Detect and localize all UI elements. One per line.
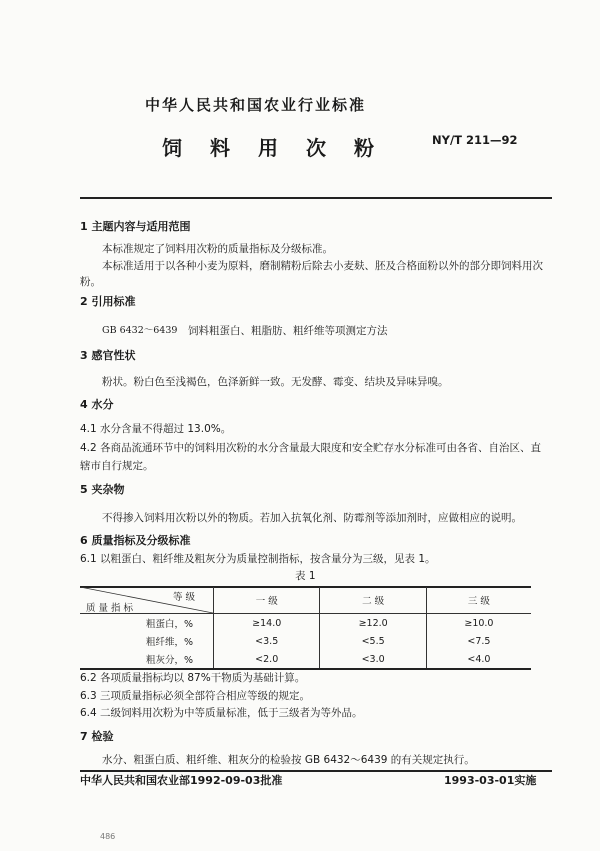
table-row [80,650,531,668]
effective-date: 1993-03-01实施 [444,774,537,787]
page-number: 486 [100,832,116,841]
row-label: 粗灰分，% [145,655,193,666]
paragraph: 4.2 各商品流通环节中的饲料用次粉的水分含量最大限度和安全贮存水分标准可由各省、自治区、直 [80,442,542,454]
paragraph: 不得掺入饲料用次粉以外的物质。若加入抗氧化剂、防霉剂等添加剂时，应做相应的说明。 [102,512,522,524]
paragraph: 本标准适用于以各种小麦为原料，磨制精粉后除去小麦麸、胚及合格面粉以外的部分即饲料用次 [102,260,543,272]
standard-code: NY/T 211—92 [432,133,518,147]
section-6-heading: 6 质量指标及分级标准 [80,534,191,547]
paragraph: 6.3 三项质量指标必须全部符合相应等级的规定。 [80,690,311,702]
paragraph: 粉状。粉白色至浅褐色，色泽新鲜一致。无发酵、霉变、结块及异味异嗅。 [102,376,449,388]
cell: <5.5 [320,632,426,650]
reference-title: 饲料粗蛋白、粗脂肪、粗纤维等项测定方法 [188,325,388,337]
paragraph: 6.1 以粗蛋白、粗纤维及粗灰分为质量控制指标，按含量分为三级，见表 1。 [80,553,436,565]
cell: ≥12.0 [320,614,426,633]
table-bottom-rule [80,668,531,670]
paragraph: 本标准规定了饲料用次粉的质量指标及分级标准。 [102,243,333,255]
table-row [80,632,531,650]
section-1-heading: 1 主题内容与适用范围 [80,220,191,233]
issuing-org: 中华人民共和国农业行业标准 [145,96,367,114]
reference-code: GB 6432～6439 [102,325,178,336]
cell: <2.0 [214,650,320,668]
table-row [80,614,531,633]
paragraph: 6.4 二级饲料用次粉为中等质量标准，低于三级者为等外品。 [80,707,363,719]
paragraph: 辖市自行规定。 [80,460,154,472]
cell: ≥14.0 [214,614,320,633]
row-label: 粗纤维，% [145,637,193,648]
row-label: 粗蛋白，% [145,619,193,630]
section-7-heading: 7 检验 [80,730,114,743]
document-title: 饲料用次粉 [162,136,402,160]
paragraph: 4.1 水分含量不得超过 13.0%。 [80,423,232,435]
header-rule [80,197,552,199]
table-caption: 表 1 [295,570,316,582]
section-4-heading: 4 水分 [80,398,114,411]
cell: ≥10.0 [426,614,531,633]
paragraph: 水分、粗蛋白质、粗纤维、粗灰分的检验按 GB 6432～6439 的有关规定执行。 [102,754,475,766]
corner-index-label: 质 量 指 标 [86,603,134,614]
paragraph: 粉。 [80,276,101,288]
footer-rule [80,770,552,772]
column-header: 一 级 [214,587,320,614]
section-2-heading: 2 引用标准 [80,295,136,308]
section-5-heading: 5 夹杂物 [80,483,125,496]
corner-grade-label: 等 级 [172,592,195,603]
section-3-heading: 3 感官性状 [80,349,136,362]
cell: <7.5 [426,632,531,650]
cell: <3.5 [214,632,320,650]
approval-date: 中华人民共和国农业部1992-09-03批准 [80,774,283,787]
column-header: 二 级 [320,587,426,614]
table-corner-cell [80,587,214,614]
column-header: 三 级 [426,587,531,614]
grade-table [80,587,531,668]
cell: <3.0 [320,650,426,668]
paragraph: 6.2 各项质量指标均以 87%干物质为基础计算。 [80,672,306,684]
cell: <4.0 [426,650,531,668]
